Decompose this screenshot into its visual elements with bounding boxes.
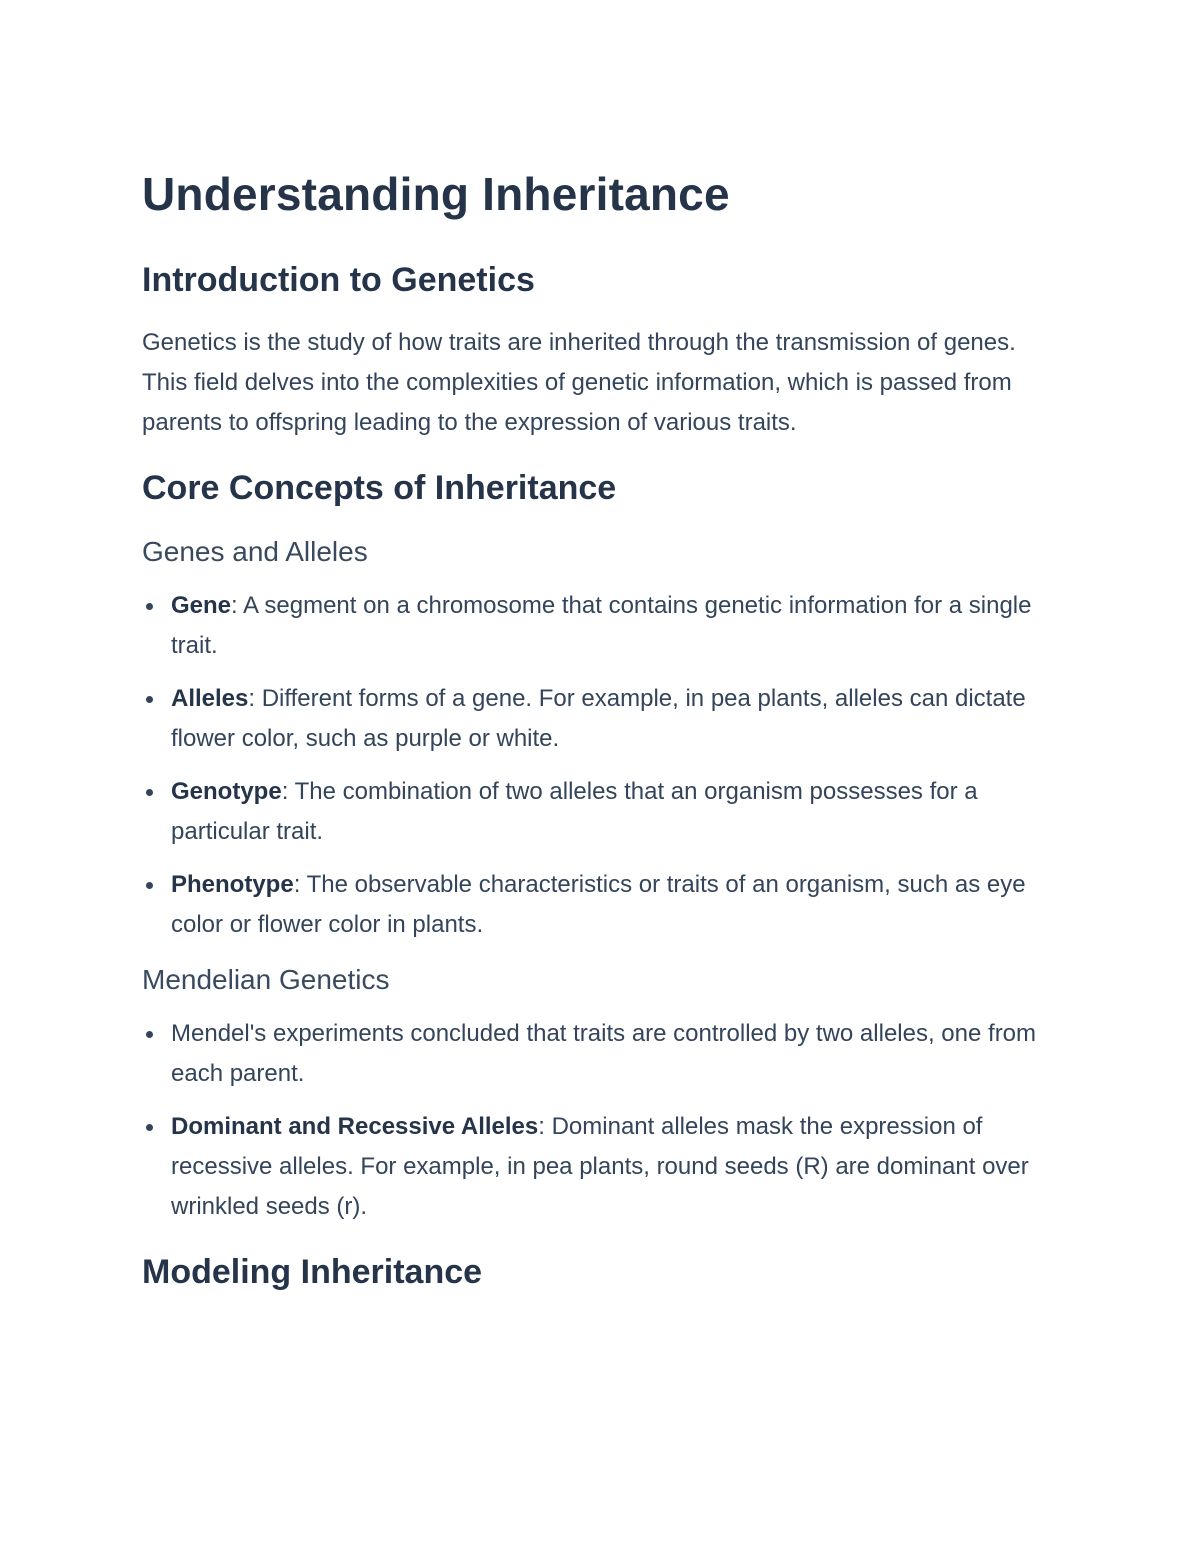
page-title: Understanding Inheritance (142, 168, 730, 220)
section-heading-core-concepts: Core Concepts of Inheritance (142, 469, 617, 507)
term-definition: : The combination of two alleles that an organism possesses for a particular trait. (171, 778, 978, 845)
section-heading-introduction: Introduction to Genetics (142, 261, 535, 299)
subheading-genes-and-alleles: Genes and Alleles (142, 536, 368, 567)
mendelian-list (142, 1014, 1071, 1227)
term-label: Alleles (171, 685, 249, 712)
list-item-genotype (171, 772, 1071, 852)
genes-alleles-list (142, 586, 1071, 945)
list-item-gene (171, 586, 1071, 666)
term-definition: : Dominant alleles mask the expression of recessive alleles. For example, in pea plants, round seeds (R) are dominant over wrinkled seeds (r). (171, 1113, 1029, 1220)
section-heading-modeling-inheritance: Modeling Inheritance (142, 1253, 483, 1291)
list-item-alleles (171, 679, 1071, 759)
term-definition: : The observable characteristics or traits of an organism, such as eye color or flower color in plants. (171, 871, 1026, 938)
list-item-phenotype (171, 865, 1071, 945)
term-label: Phenotype (171, 871, 294, 898)
term-label: Genotype (171, 778, 282, 805)
subheading-mendelian-genetics: Mendelian Genetics (142, 964, 390, 995)
term-label: Gene (171, 592, 232, 619)
term-definition: : A segment on a chromosome that contains genetic information for a single trait. (171, 592, 1032, 659)
intro-paragraph: Genetics is the study of how traits are inherited through the transmission of genes. This field delves into the complexities of genetic information, which is passed from parents to offspring leading to the expression of various traits. (142, 329, 1016, 436)
term-definition: : Different forms of a gene. For example, in pea plants, alleles can dictate flower color, such as purple or white. (171, 685, 1026, 752)
term-label: Dominant and Recessive Alleles (171, 1113, 539, 1140)
list-item-text: Mendel's experiments concluded that traits are controlled by two alleles, one from each parent. (171, 1020, 1037, 1087)
list-item-mendel-experiments (171, 1014, 1071, 1094)
list-item-dominant-recessive (171, 1107, 1071, 1227)
